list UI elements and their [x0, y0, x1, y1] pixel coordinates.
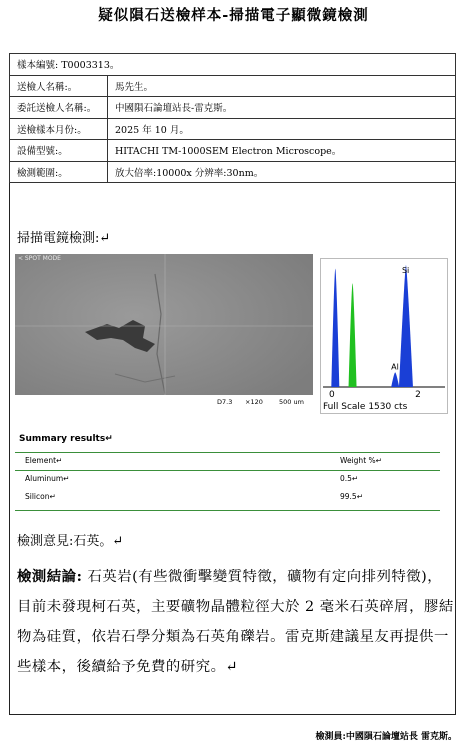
- eds-peak: [331, 269, 339, 387]
- document-title: 疑似隕石送檢样本-掃描電子顯微鏡檢測: [98, 7, 369, 24]
- info-row-sample-id: [10, 54, 456, 76]
- eds-label-al: Al: [391, 362, 399, 372]
- sem-micrograph: [15, 254, 313, 409]
- eds-tick-label: 0: [329, 390, 335, 397]
- element-column-header: Element↵: [25, 456, 63, 465]
- client-label: 委託送檢人名稱:。: [10, 97, 108, 119]
- sender-label: 送檢人名稱:。: [10, 75, 108, 97]
- info-table: [9, 53, 456, 183]
- summary-header-row: [15, 452, 440, 470]
- month-label: 送檢樣本月份:。: [10, 118, 108, 140]
- conclusion-text: 石英岩(有些微衝擊變質特徵，礦物有定向排列特徵)，目前未發現柯石英，主要礦物晶體粒徑大於 2 毫米石英碎屑，膠結物為硅質，依岩石學分類為石英角礫岩。雷克斯建議星友再提供一些樣本，後續給予免費的研究。↵: [17, 569, 454, 675]
- client-value: 中國隕石論壇站長-雷克斯。: [108, 97, 456, 119]
- inspection-conclusion: [17, 562, 454, 682]
- info-row-equipment: [10, 140, 456, 162]
- element-silicon: Silicon↵: [25, 492, 56, 501]
- eds-spectrum: [320, 258, 448, 414]
- range-value: 放大倍率:10000x 分辨率:30nm。: [108, 161, 456, 183]
- eds-peak: [349, 283, 357, 387]
- equipment-label: 設備型號:。: [10, 140, 108, 162]
- summary-bottom-rule: [15, 510, 440, 511]
- sem-section-title: 掃描電鏡檢測:↵: [17, 231, 111, 246]
- eds-plot: [321, 259, 447, 397]
- info-row-month: [10, 118, 456, 140]
- element-aluminum: Aluminum↵: [25, 474, 70, 483]
- info-row-range: [10, 161, 456, 183]
- eds-tick-label: 2: [415, 390, 421, 397]
- full-scale-label: Full Scale 1530 cts: [323, 402, 408, 412]
- info-row-sender: [10, 75, 456, 97]
- inspection-opinion: 檢測意見:石英。↵: [17, 534, 124, 549]
- sem-texture: [15, 254, 313, 409]
- month-value: 2025 年 10 月。: [108, 118, 456, 140]
- scale-length: 500 um: [279, 398, 304, 406]
- conclusion-label: 檢測結論:: [17, 568, 83, 585]
- range-label: 檢測範圍:。: [10, 161, 108, 183]
- weight-aluminum: 0.5↵: [340, 474, 359, 483]
- eds-peak-al: [391, 372, 399, 387]
- weight-silicon: 99.5↵: [340, 492, 363, 501]
- summary-header-rule: [15, 470, 440, 471]
- table-row: [15, 470, 440, 488]
- magnification: ×120: [245, 398, 263, 406]
- sample-id-cell: 樣本編號: T0003313。: [10, 54, 456, 76]
- weight-column-header: Weight %↵: [340, 456, 382, 465]
- working-distance: D7.3: [217, 398, 233, 406]
- summary-heading: Summary results↵: [19, 434, 113, 444]
- eds-peak-si: [399, 265, 413, 387]
- summary-table: [15, 452, 440, 506]
- table-row: [15, 488, 440, 506]
- eds-label-si: Si: [401, 266, 410, 275]
- spot-mode-label: < SPOT MODE: [18, 255, 61, 262]
- inspector-signature: 檢測員:中國隕石論壇站長 雷克斯。: [315, 732, 457, 742]
- info-row-client: [10, 97, 456, 119]
- sender-value: 馬先生。: [108, 75, 456, 97]
- equipment-value: HITACHI TM-1000SEM Electron Microscope。: [108, 140, 456, 162]
- sem-scale-bar: [15, 395, 313, 409]
